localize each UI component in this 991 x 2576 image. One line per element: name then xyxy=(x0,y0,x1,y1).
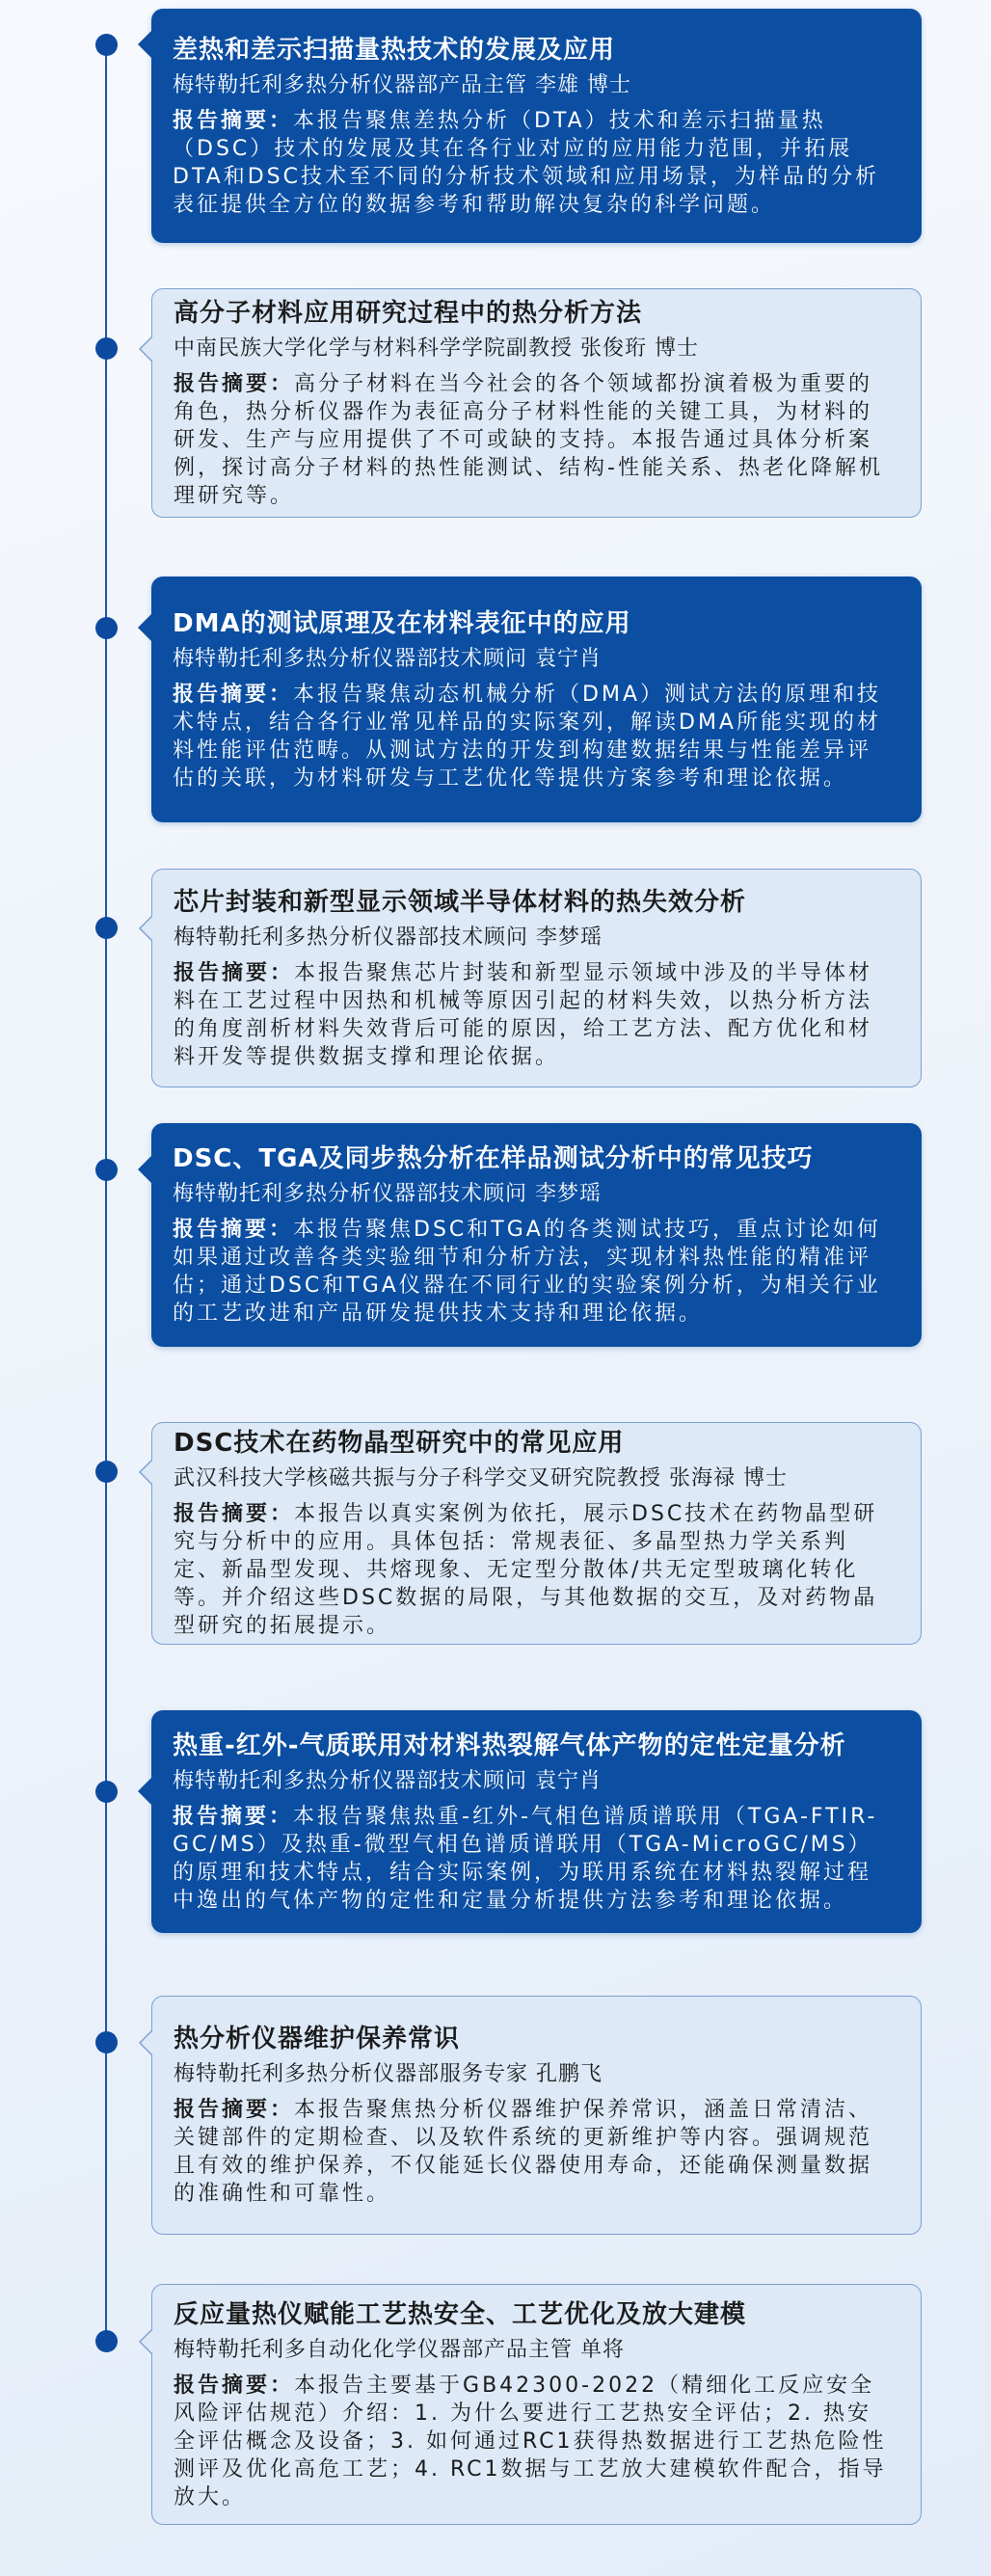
talk-title: 热分析仪器维护保养常识 xyxy=(174,2025,461,2053)
talk-card xyxy=(151,869,922,1087)
talk-card xyxy=(151,1710,922,1933)
talk-summary xyxy=(173,1803,893,1915)
summary-text: 本报告聚焦DSC和TGA的各类测试技巧，重点讨论如何如果通过改善各类实验细节和分析方法，实现材料热性能的精准评估；通过DSC和TGA仪器在不同行业的实验案例分析，为相关行业的工艺改进和产品研发提供技术支持和理论依据。 xyxy=(173,1218,881,1326)
talk-speaker: 梅特勒托利多热分析仪器部技术顾问 李梦瑶 xyxy=(173,1182,602,1206)
talk-title: DMA的测试原理及在材料表征中的应用 xyxy=(173,608,631,638)
talk-card xyxy=(151,1422,922,1645)
summary-text: 高分子材料在当今社会的各个领域都扮演着极为重要的角色，热分析仪器作为表征高分子材料性能的关键工具，为材料的研发、生产与应用提供了不可或缺的支持。本报告通过具体分析案例，探讨高分子材料的热性能测试、结构-性能关系、热老化降解机理研究等。 xyxy=(174,371,883,508)
summary-text: 本报告聚焦差热分析（DTA）技术和差示扫描量热（DSC）技术的发展及其在各行业对应的应用能力范围，并拓展DTA和DSC技术至不同的分析技术领域和应用场景，为样品的分析表征提供全方位的数据参考和帮助解决复杂的科学问题。 xyxy=(173,108,879,217)
talk-title: 高分子材料应用研究过程中的热分析方法 xyxy=(174,298,643,328)
talk-card xyxy=(151,1996,922,2235)
summary-label: 报告摘要： xyxy=(173,1218,294,1242)
talk-summary xyxy=(174,2096,892,2208)
talk-card xyxy=(151,9,922,243)
card-pointer-icon xyxy=(139,915,152,942)
timeline-dot-icon xyxy=(95,1781,118,1803)
timeline-dot-icon xyxy=(95,34,118,56)
talk-card xyxy=(151,1123,922,1347)
talk-title: DSC、TGA及同步热分析在样品测试分析中的常见技巧 xyxy=(173,1144,814,1173)
timeline-dot-icon xyxy=(95,1159,118,1181)
timeline-dot-icon xyxy=(95,2031,118,2053)
talk-card xyxy=(151,577,922,822)
talk-summary xyxy=(173,107,893,219)
talk-summary xyxy=(174,2372,892,2511)
summary-label: 报告摘要： xyxy=(174,371,295,396)
talk-speaker: 中南民族大学化学与材料科学学院副教授 张俊珩 博士 xyxy=(174,335,699,361)
card-pointer-icon xyxy=(139,1459,152,1486)
talk-card xyxy=(151,288,922,518)
card-pointer-icon xyxy=(138,1778,151,1805)
summary-label: 报告摘要： xyxy=(173,682,294,707)
talk-speaker: 梅特勒托利多热分析仪器部技术顾问 袁宁肖 xyxy=(173,646,602,671)
card-pointer-icon xyxy=(139,335,152,362)
timeline-dot-icon xyxy=(95,917,118,939)
talk-speaker: 梅特勒托利多热分析仪器部技术顾问 袁宁肖 xyxy=(173,1768,602,1793)
timeline-dot-icon xyxy=(95,1461,118,1483)
card-pointer-icon xyxy=(138,614,151,641)
timeline-line xyxy=(105,44,107,2341)
summary-label: 报告摘要： xyxy=(174,1502,295,1526)
talk-summary xyxy=(173,1216,893,1328)
talk-summary xyxy=(174,1500,892,1640)
summary-label: 报告摘要： xyxy=(173,1804,294,1829)
talk-speaker: 梅特勒托利多自动化化学仪器部产品主管 单将 xyxy=(174,2337,625,2362)
summary-label: 报告摘要： xyxy=(174,2373,295,2398)
talk-speaker: 梅特勒托利多热分析仪器部产品主管 李雄 博士 xyxy=(173,72,631,97)
card-pointer-icon xyxy=(138,31,151,58)
summary-label: 报告摘要： xyxy=(174,960,295,985)
summary-text: 本报告聚焦芯片封装和新型显示领域中涉及的半导体材料在工艺过程中因热和机械等原因引起的材料失效，以热分析方法的角度剖析材料失效背后可能的原因，给工艺方法、配方优化和材料开发等提供数据支撑和理论依据。 xyxy=(174,960,873,1069)
summary-label: 报告摘要： xyxy=(173,108,294,133)
timeline-dot-icon xyxy=(95,2330,118,2352)
talk-summary xyxy=(174,959,892,1071)
card-pointer-icon xyxy=(139,2029,152,2056)
summary-label: 报告摘要： xyxy=(174,2098,295,2122)
summary-text: 本报告以真实案例为依托，展示DSC技术在药物晶型研究与分析中的应用。具体包括：常规表征、多晶型热力学关系判定、新晶型发现、共熔现象、无定型分散体/共无定型玻璃化转化等。并介绍这些DSC数据的局限，与其他数据的交互，及对药物晶型研究的拓展提示。 xyxy=(174,1502,878,1638)
card-pointer-icon xyxy=(138,1156,151,1183)
talk-summary xyxy=(173,681,893,792)
timeline-dot-icon xyxy=(95,337,118,360)
talk-title: 差热和差示扫描量热技术的发展及应用 xyxy=(173,35,616,65)
timeline-dot-icon xyxy=(95,617,118,639)
talk-speaker: 梅特勒托利多热分析仪器部服务专家 孔鹏飞 xyxy=(174,2062,603,2086)
talk-title: 反应量热仪赋能工艺热安全、工艺优化及放大建模 xyxy=(174,2299,747,2329)
talk-speaker: 武汉科技大学核磁共振与分子科学交叉研究院教授 张海禄 博士 xyxy=(174,1466,788,1490)
talk-card xyxy=(151,2284,922,2525)
talk-title: 芯片封装和新型显示领域半导体材料的热失效分析 xyxy=(174,887,747,917)
talk-title: 热重-红外-气质联用对材料热裂解气体产物的定性定量分析 xyxy=(173,1731,846,1760)
talk-title: DSC技术在药物晶型研究中的常见应用 xyxy=(174,1429,625,1458)
summary-text: 本报告聚焦动态机械分析（DMA）测试方法的原理和技术特点，结合各行业常见样品的实际案列，解读DMA所能实现的材料性能评估范畴。从测试方法的开发到构建数据结果与性能差异评估的关联，为材料研发与工艺优化等提供方案参考和理论依据。 xyxy=(173,682,881,791)
summary-text: 本报告聚焦热重-红外-气相色谱质谱联用（TGA-FTIR-GC/MS）及热重-微型气相色谱质谱联用（TGA-MicroGC/MS）的原理和技术特点，结合实际案例，为联用系统在材料热裂解过程中逸出的气体产物的定性和定量分析提供方法参考和理论依据。 xyxy=(173,1804,878,1913)
summary-text: 本报告聚焦热分析仪器维护保养常识，涵盖日常清洁、关键部件的定期检查、以及软件系统的更新维护等内容。强调规范且有效的维护保养，不仅能延长仪器使用寿命，还能确保测量数据的准确性和可靠性。 xyxy=(174,2098,873,2206)
talk-summary xyxy=(174,370,892,510)
talk-speaker: 梅特勒托利多热分析仪器部技术顾问 李梦瑶 xyxy=(174,925,603,950)
card-pointer-icon xyxy=(139,2328,152,2355)
summary-text: 本报告主要基于GB42300-2022（精细化工反应安全风险评估规范）介绍：1. 为什么要进行工艺热安全评估；2. 热安全评估概念及设备；3. 如何通过RC1获得热数据进行工艺热危险性测评及优化高危工艺；4. RC1数据与工艺放大建模软件配合，指导放大。 xyxy=(174,2373,887,2509)
